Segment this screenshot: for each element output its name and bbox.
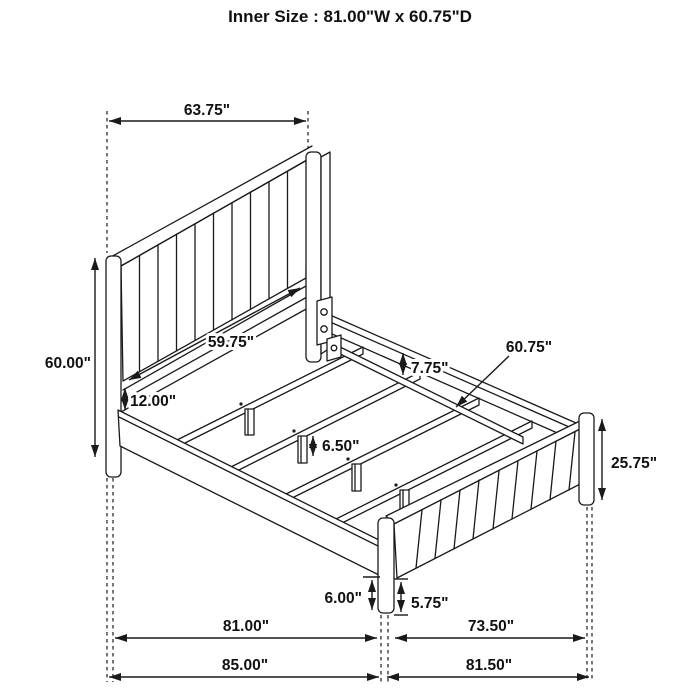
bed-frame-drawing: [106, 146, 594, 613]
dim-footboard-height: [602, 419, 657, 500]
headboard-left-post: [106, 256, 121, 477]
dim-rail-top-height: [125, 388, 176, 410]
dim-overall-length-label: 85.00": [221, 657, 269, 674]
dim-center-leg-height-label: 6.50": [322, 438, 360, 455]
dim-footboard-overall-width-label: 81.50": [465, 657, 513, 674]
center-leg: [352, 464, 361, 491]
dim-footboard-height-label: 25.75": [611, 455, 658, 472]
side-rail-right: [321, 311, 592, 437]
footboard-right-post: [579, 413, 594, 505]
dim-inner-length: [115, 618, 377, 638]
dim-overall-length: [109, 657, 379, 677]
dim-inner-length-label: 81.00": [222, 618, 270, 635]
footboard-front-leg: [378, 518, 394, 613]
dim-rail-top-height-label: 12.00": [130, 393, 177, 410]
dim-footboard-inner-width: [395, 618, 585, 638]
dim-headboard-panel-width-label: 59.75": [207, 334, 255, 351]
dim-center-leg-height: [313, 436, 360, 456]
page-title: Inner Size : 81.00"W x 60.75"D: [228, 7, 472, 26]
dim-rail-to-slat-drop-label: 7.75": [411, 360, 449, 377]
dim-footboard-overall-width: [387, 657, 589, 677]
dim-headboard-width: [109, 102, 306, 121]
dim-footboard-clearance: [394, 579, 449, 615]
side-rail-left: [118, 410, 391, 581]
dim-inner-depth-label: 60.75": [505, 339, 553, 356]
footboard: [378, 413, 594, 613]
dim-inner-depth: [456, 339, 552, 407]
dim-footboard-inner-width-label: 73.50": [467, 618, 515, 635]
center-leg: [245, 409, 254, 435]
dim-headboard-width-label: 63.75": [183, 102, 231, 119]
dimension-annotations: [45, 102, 657, 677]
dim-headboard-height: [45, 258, 95, 457]
dim-side-rail-clearance-label: 6.00": [324, 590, 362, 607]
dim-side-rail-clearance: [324, 577, 380, 610]
dim-headboard-height-label: 60.00": [44, 355, 91, 372]
dim-footboard-clearance-label: 5.75": [411, 595, 449, 612]
center-leg: [298, 436, 307, 463]
